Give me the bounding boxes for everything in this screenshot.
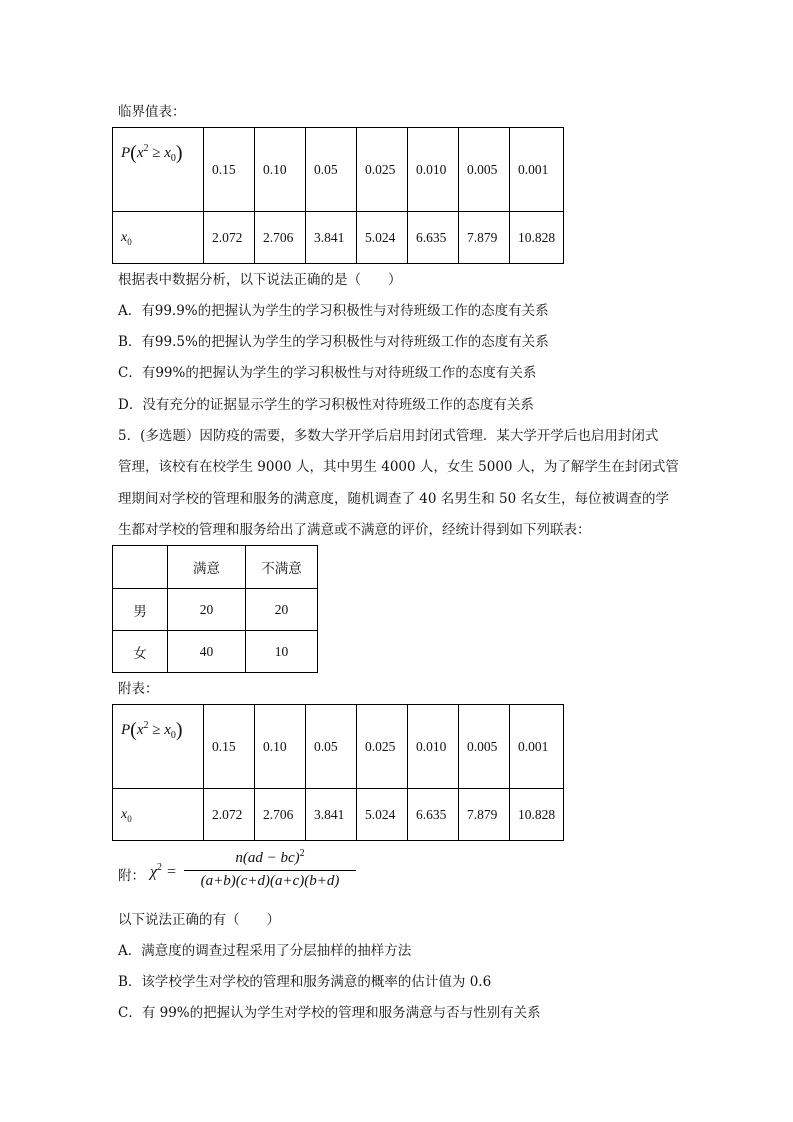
critical-value-table-2 <box>112 704 564 841</box>
appendix-title: 附表： <box>118 681 159 697</box>
option-b-1: B．有99.5%的把握认为学生的学习积极性与对待班级工作的态度有关系 <box>118 334 549 350</box>
contingency-header-row <box>113 546 318 589</box>
empty-cell <box>113 546 168 589</box>
x0-cell: 2.706 <box>255 212 306 264</box>
header-satisfied: 满意 <box>168 546 246 589</box>
x0-cell: 3.841 <box>306 789 357 841</box>
row-label: 男 <box>113 589 168 631</box>
formula-denominator: (a+b)(c+d)(a+c)(b+d) <box>200 873 340 889</box>
p-cell: 0.001 <box>510 128 564 212</box>
header-unsatisfied: 不满意 <box>246 546 318 589</box>
row-label: 女 <box>113 631 168 673</box>
p-cell: 0.05 <box>306 128 357 212</box>
problem5-line-2: 管理，该校有在校学生 9000 人，其中男生 4000 人，女生 5000 人，为了解学生在封闭式管 <box>118 459 679 475</box>
x0-cell: 7.879 <box>459 789 510 841</box>
table-cell: 20 <box>168 589 246 631</box>
p-cell: 0.010 <box>408 705 459 789</box>
table-row <box>113 631 318 673</box>
p-cell: 0.05 <box>306 705 357 789</box>
formula-numerator: n(ad − bc)$^2$ <box>235 848 305 866</box>
question-2: 以下说法正确的有（ ） <box>118 912 280 928</box>
x0-cell: 6.635 <box>408 212 459 264</box>
table-cell: 40 <box>168 631 246 673</box>
table-cell: 10 <box>246 631 318 673</box>
fraction-bar <box>184 870 356 871</box>
problem5-line-4: 生都对学校的管理和服务给出了满意或不满意的评价，经统计得到如下列联表： <box>118 522 591 538</box>
p-cell: 0.15 <box>204 705 255 789</box>
x0-header: $x_0$ <box>113 789 204 841</box>
x0-cell: 2.706 <box>255 789 306 841</box>
critical-value-table-1 <box>112 127 564 264</box>
x0-cell: 2.072 <box>204 789 255 841</box>
problem5-line-3: 理期间对学校的管理和服务的满意度，随机调查了 40 名男生和 50 名女生，每位被调查的学 <box>118 491 670 507</box>
table-cell: 20 <box>246 589 318 631</box>
p-cell: 0.001 <box>510 705 564 789</box>
chi-square-symbol: $\chi^2$ = <box>150 862 177 881</box>
p-cell: 0.15 <box>204 128 255 212</box>
critical-table-title: 临界值表： <box>118 104 186 120</box>
p-row <box>113 128 564 212</box>
p-cell: 0.10 <box>255 705 306 789</box>
p-header: $P(x^2 \ge x_0)$ <box>113 705 204 789</box>
p-cell: 0.025 <box>357 128 408 212</box>
table-row <box>113 589 318 631</box>
p-cell: 0.005 <box>459 128 510 212</box>
x0-cell: 3.841 <box>306 212 357 264</box>
x0-cell: 6.635 <box>408 789 459 841</box>
x0-cell: 7.879 <box>459 212 510 264</box>
p-cell: 0.025 <box>357 705 408 789</box>
option-b-2: B．该学校学生对学校的管理和服务满意的概率的估计值为 0.6 <box>118 974 492 990</box>
contingency-table <box>112 545 318 673</box>
option-d-1: D．没有充分的证据显示学生的学习积极性对待班级工作的态度有关系 <box>118 397 534 413</box>
p-row <box>113 705 564 789</box>
x0-cell: 5.024 <box>357 212 408 264</box>
p-header: $P(x^2 \ge x_0)$ <box>113 128 204 212</box>
x0-cell: 2.072 <box>204 212 255 264</box>
x0-header: $x_0$ <box>113 212 204 264</box>
p-cell: 0.010 <box>408 128 459 212</box>
option-a-1: A．有99.9%的把握认为学生的学习积极性与对待班级工作的态度有关系 <box>118 303 549 319</box>
question-1: 根据表中数据分析，以下说法正确的是（ ） <box>118 272 402 288</box>
x0-cell: 5.024 <box>357 789 408 841</box>
option-a-2: A．满意度的调查过程采用了分层抽样的抽样方法 <box>118 943 412 959</box>
option-c-2: C．有 99%的把握认为学生对学校的管理和服务满意与否与性别有关系 <box>118 1005 541 1021</box>
x0-cell: 10.828 <box>510 789 564 841</box>
p-cell: 0.10 <box>255 128 306 212</box>
p-cell: 0.005 <box>459 705 510 789</box>
formula-label: 附： <box>118 868 145 884</box>
x0-row <box>113 789 564 841</box>
x0-cell: 10.828 <box>510 212 564 264</box>
problem5-line-1: 5．(多选题）因防疫的需要，多数大学开学后启用封闭式管理．某大学开学后也启用封闭式 <box>118 428 659 444</box>
x0-row <box>113 212 564 264</box>
option-c-1: C．有99%的把握认为学生的学习积极性与对待班级工作的态度有关系 <box>118 365 537 381</box>
